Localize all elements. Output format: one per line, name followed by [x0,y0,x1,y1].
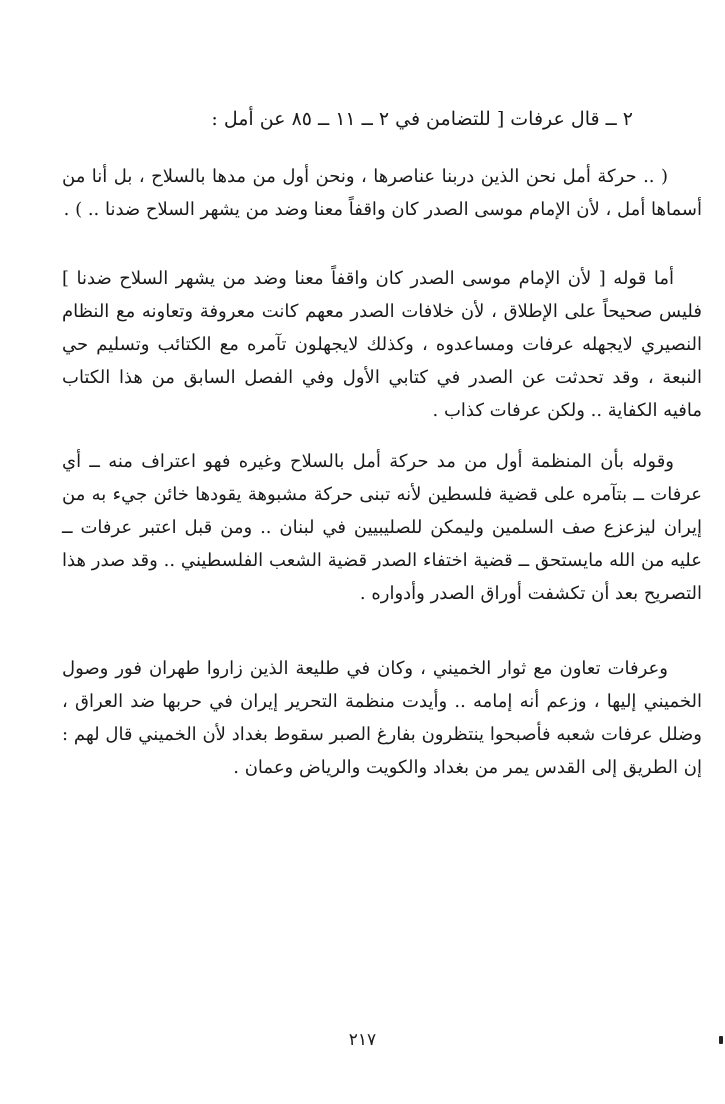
scan-edge-mark [719,1036,723,1044]
paragraph-khomeini [62,652,702,784]
section-heading: ٢ ــ قال عرفات [ للتضامن في ٢ ــ ١١ ــ ٨٥ عن أمل : [211,108,633,130]
paragraph-sadr [62,262,702,427]
paragraph-text: أما قوله [ لأن الإمام موسى الصدر كان واقفاً معنا وضد من يشهر السلاح ضدنا ] فليس صحيحاً على الإطلاق ، لأن خلافات الصدر معهم كانت معروفة وتعاونه مع النظام النصيري لايجهله عرفات ومساعدوه ، وكذلك لايجهلون تآمره مع الكتائب وتسليم حي النبعة ، وقد تحدثت عن الصدر في كتابي الأول وفي الفصل السابق من هذا الكتاب مافيه الكفاية .. ولكن عرفات كذاب . [62,268,702,421]
paragraph-text: ( .. حركة أمل نحن الذين دربنا عناصرها ، ونحن أول من مدها بالسلاح ، بل أنا من أسماها أمل ، لأن الإمام موسى الصدر كان واقفاً معنا وضد من يشهر السلاح ضدنا .. ) . [62,166,702,220]
paragraph-organization [62,445,702,610]
paragraph-text: وعرفات تعاون مع ثوار الخميني ، وكان في طليعة الذين زاروا طهران فور وصول الخميني إليها ، وزعم أنه إمامه .. وأيدت منظمة التحرير إيران في حربها ضد العراق ، وضلل عرفات شعبه فأصبحوا ينتظرون بفارغ الصبر سقوط بغداد لأن الخميني قال لهم : إن الطريق إلى القدس يمر من بغداد والكويت والرياض وعمان . [62,658,702,778]
paragraph-quote [62,160,702,226]
page-number: ٢١٧ [348,1030,377,1050]
paragraph-text: وقوله بأن المنظمة أول من مد حركة أمل بالسلاح وغيره فهو اعتراف منه ــ أي عرفات ــ بتآمره على قضية فلسطين لأنه تبنى حركة مشبوهة يقودها خائن جيء به من إيران ليزعزع صف السلمين وليمكن للصليبيين في لبنان .. ومن قبل اعتبر عرفات ــ عليه من الله مايستحق ــ قضية اختفاء الصدر قضية الشعب الفلسطيني .. وقد صدر هذا التصريح بعد أن تكشفت أوراق الصدر وأدواره . [62,451,702,604]
